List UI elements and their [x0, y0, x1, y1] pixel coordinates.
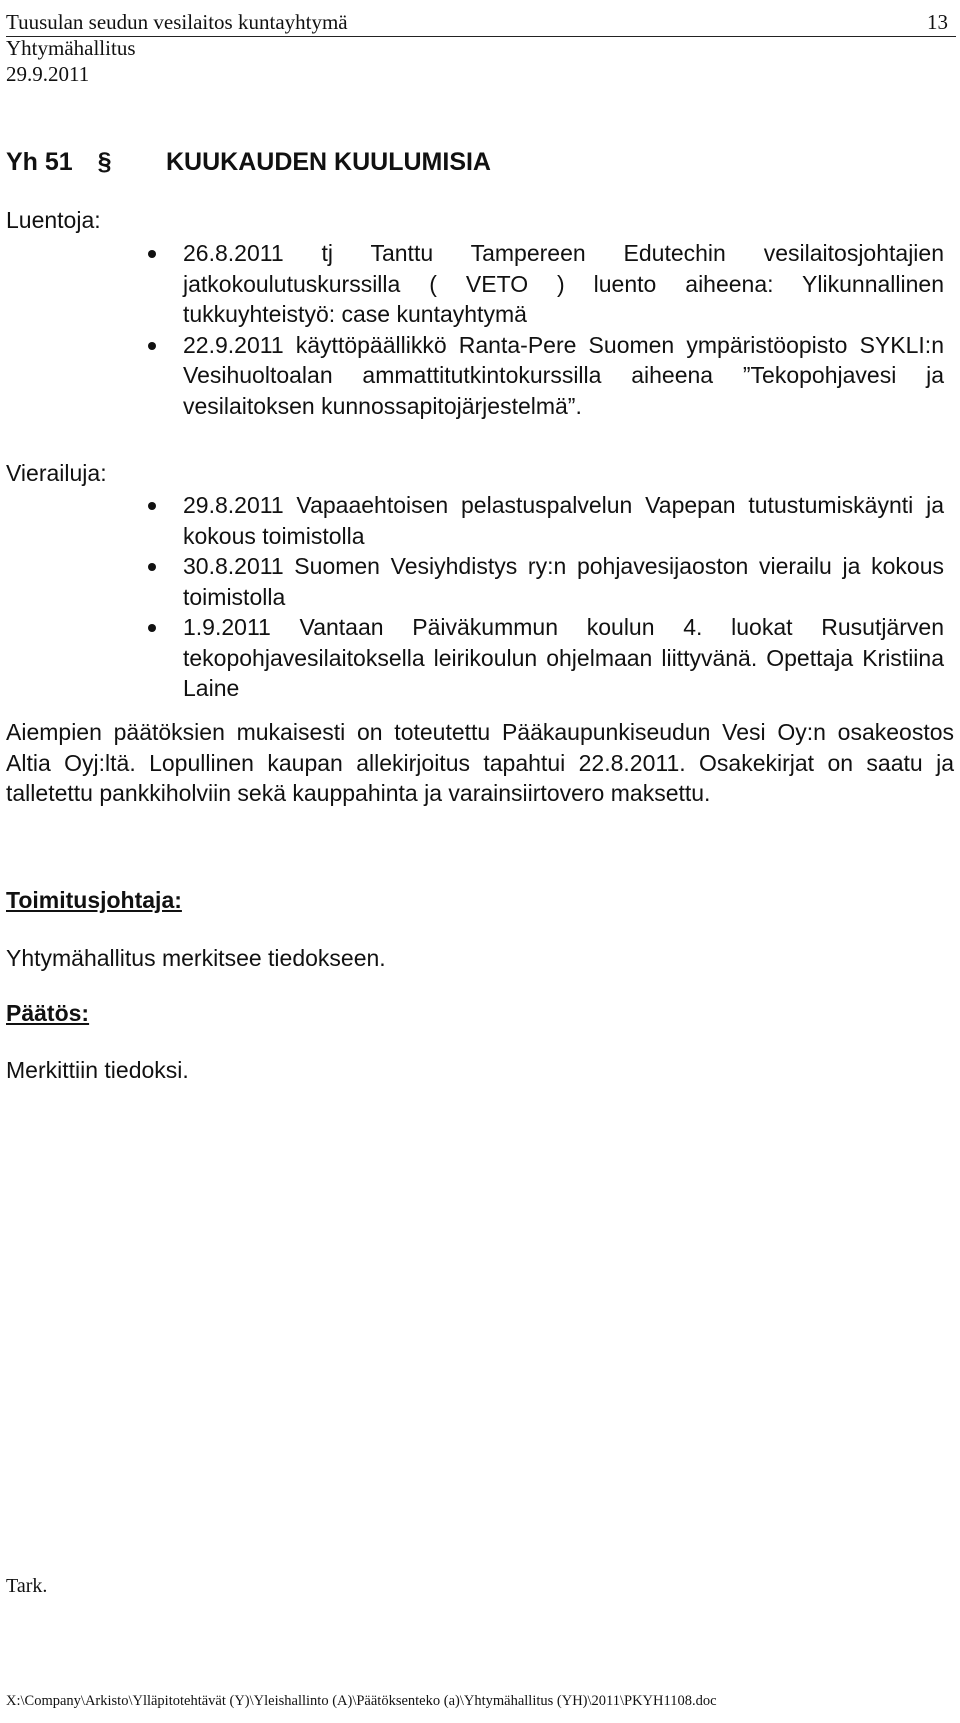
list-item: [0, 551, 950, 612]
page-header: [6, 4, 956, 84]
lectures-list: [0, 238, 950, 421]
list-item-text: 26.8.2011 tj Tanttu Tampereen Edutechin vesilaitosjohtajien jatkokoulutuskurssilla ( VETO ) luento aiheena: Ylikunnallinen tukkuyhteistyö: case kuntayhtymä: [183, 240, 944, 327]
page-number: 13: [927, 10, 948, 34]
bullet-icon: [148, 250, 156, 258]
proposal-label: [6, 885, 182, 915]
decision-label-text: Päätös:: [6, 1000, 90, 1026]
tark-label: Tark.: [6, 1575, 48, 1597]
decision-label: [6, 998, 89, 1028]
header-date: 29.9.2011: [6, 62, 90, 86]
body-paragraph: Aiempien päätöksien mukaisesti on toteutettu Pääkaupunkiseudun Vesi Oy:n osakeostos Altia Oyj:ltä. Lopullinen kaupan allekirjoitus tapahtui 22.8.2011. Osakekirjat on saatu ja talletettu pankkiholviin sekä kauppahinta ja varainsiirtovero maksettu.: [6, 719, 954, 806]
proposal-label-text: Toimitusjohtaja:: [6, 887, 182, 913]
list-item-text: 30.8.2011 Suomen Vesiyhdistys ry:n pohjavesijaoston vierailu ja kokous toimistolla: [183, 553, 944, 610]
visits-label: Vierailuja:: [6, 460, 107, 486]
list-item: [0, 330, 950, 422]
section-title: KUUKAUDEN KUULUMISIA: [166, 148, 491, 176]
header-org: Tuusulan seudun vesilaitos kuntayhtymä: [6, 10, 348, 34]
list-item-text: 22.9.2011 käyttöpäällikkö Ranta-Pere Suomen ympäristöopisto SYKLI:n Vesihuoltoalan ammattitutkintokurssilla aiheena ”Tekopohjavesi ja vesilaitoksen kunnossapitojärjestelmä”.: [183, 331, 944, 419]
section-number: [6, 148, 112, 177]
bullet-icon: [148, 624, 156, 632]
list-item: [0, 238, 950, 330]
lectures-label: Luentoja:: [6, 207, 101, 233]
list-item-text: 29.8.2011 Vapaaehtoisen pelastuspalvelun Vapepan tutustumiskäynti ja kokous toimistolla: [183, 492, 944, 549]
bullet-icon: [148, 563, 156, 571]
visits-list: [0, 490, 950, 704]
section-symbol: §: [97, 148, 112, 176]
page-footer: [0, 1575, 960, 1723]
list-item: [0, 612, 950, 704]
list-item-text: 1.9.2011 Vantaan Päiväkummun koulun 4. luokat Rusutjärven tekopohjavesilaitoksella leirikoulun ohjelmaan liittyvänä. Opettaja Kristiina Laine: [183, 614, 944, 701]
file-path: X:\Company\Arkisto\Ylläpitotehtävät (Y)\Yleishallinto (A)\Päätöksenteko (a)\Yhtymähallitus (YH)\2011\PKYH1108.doc: [6, 1693, 717, 1709]
decision-text: Merkittiin tiedoksi.: [6, 1057, 189, 1083]
proposal-text: Yhtymähallitus merkitsee tiedokseen.: [6, 945, 386, 971]
bullet-icon: [148, 502, 156, 510]
bullet-icon: [148, 342, 156, 350]
section-number-text: Yh 51: [6, 148, 73, 176]
list-item: [0, 490, 950, 551]
header-rule: [6, 36, 956, 37]
header-body: Yhtymähallitus: [6, 36, 136, 60]
